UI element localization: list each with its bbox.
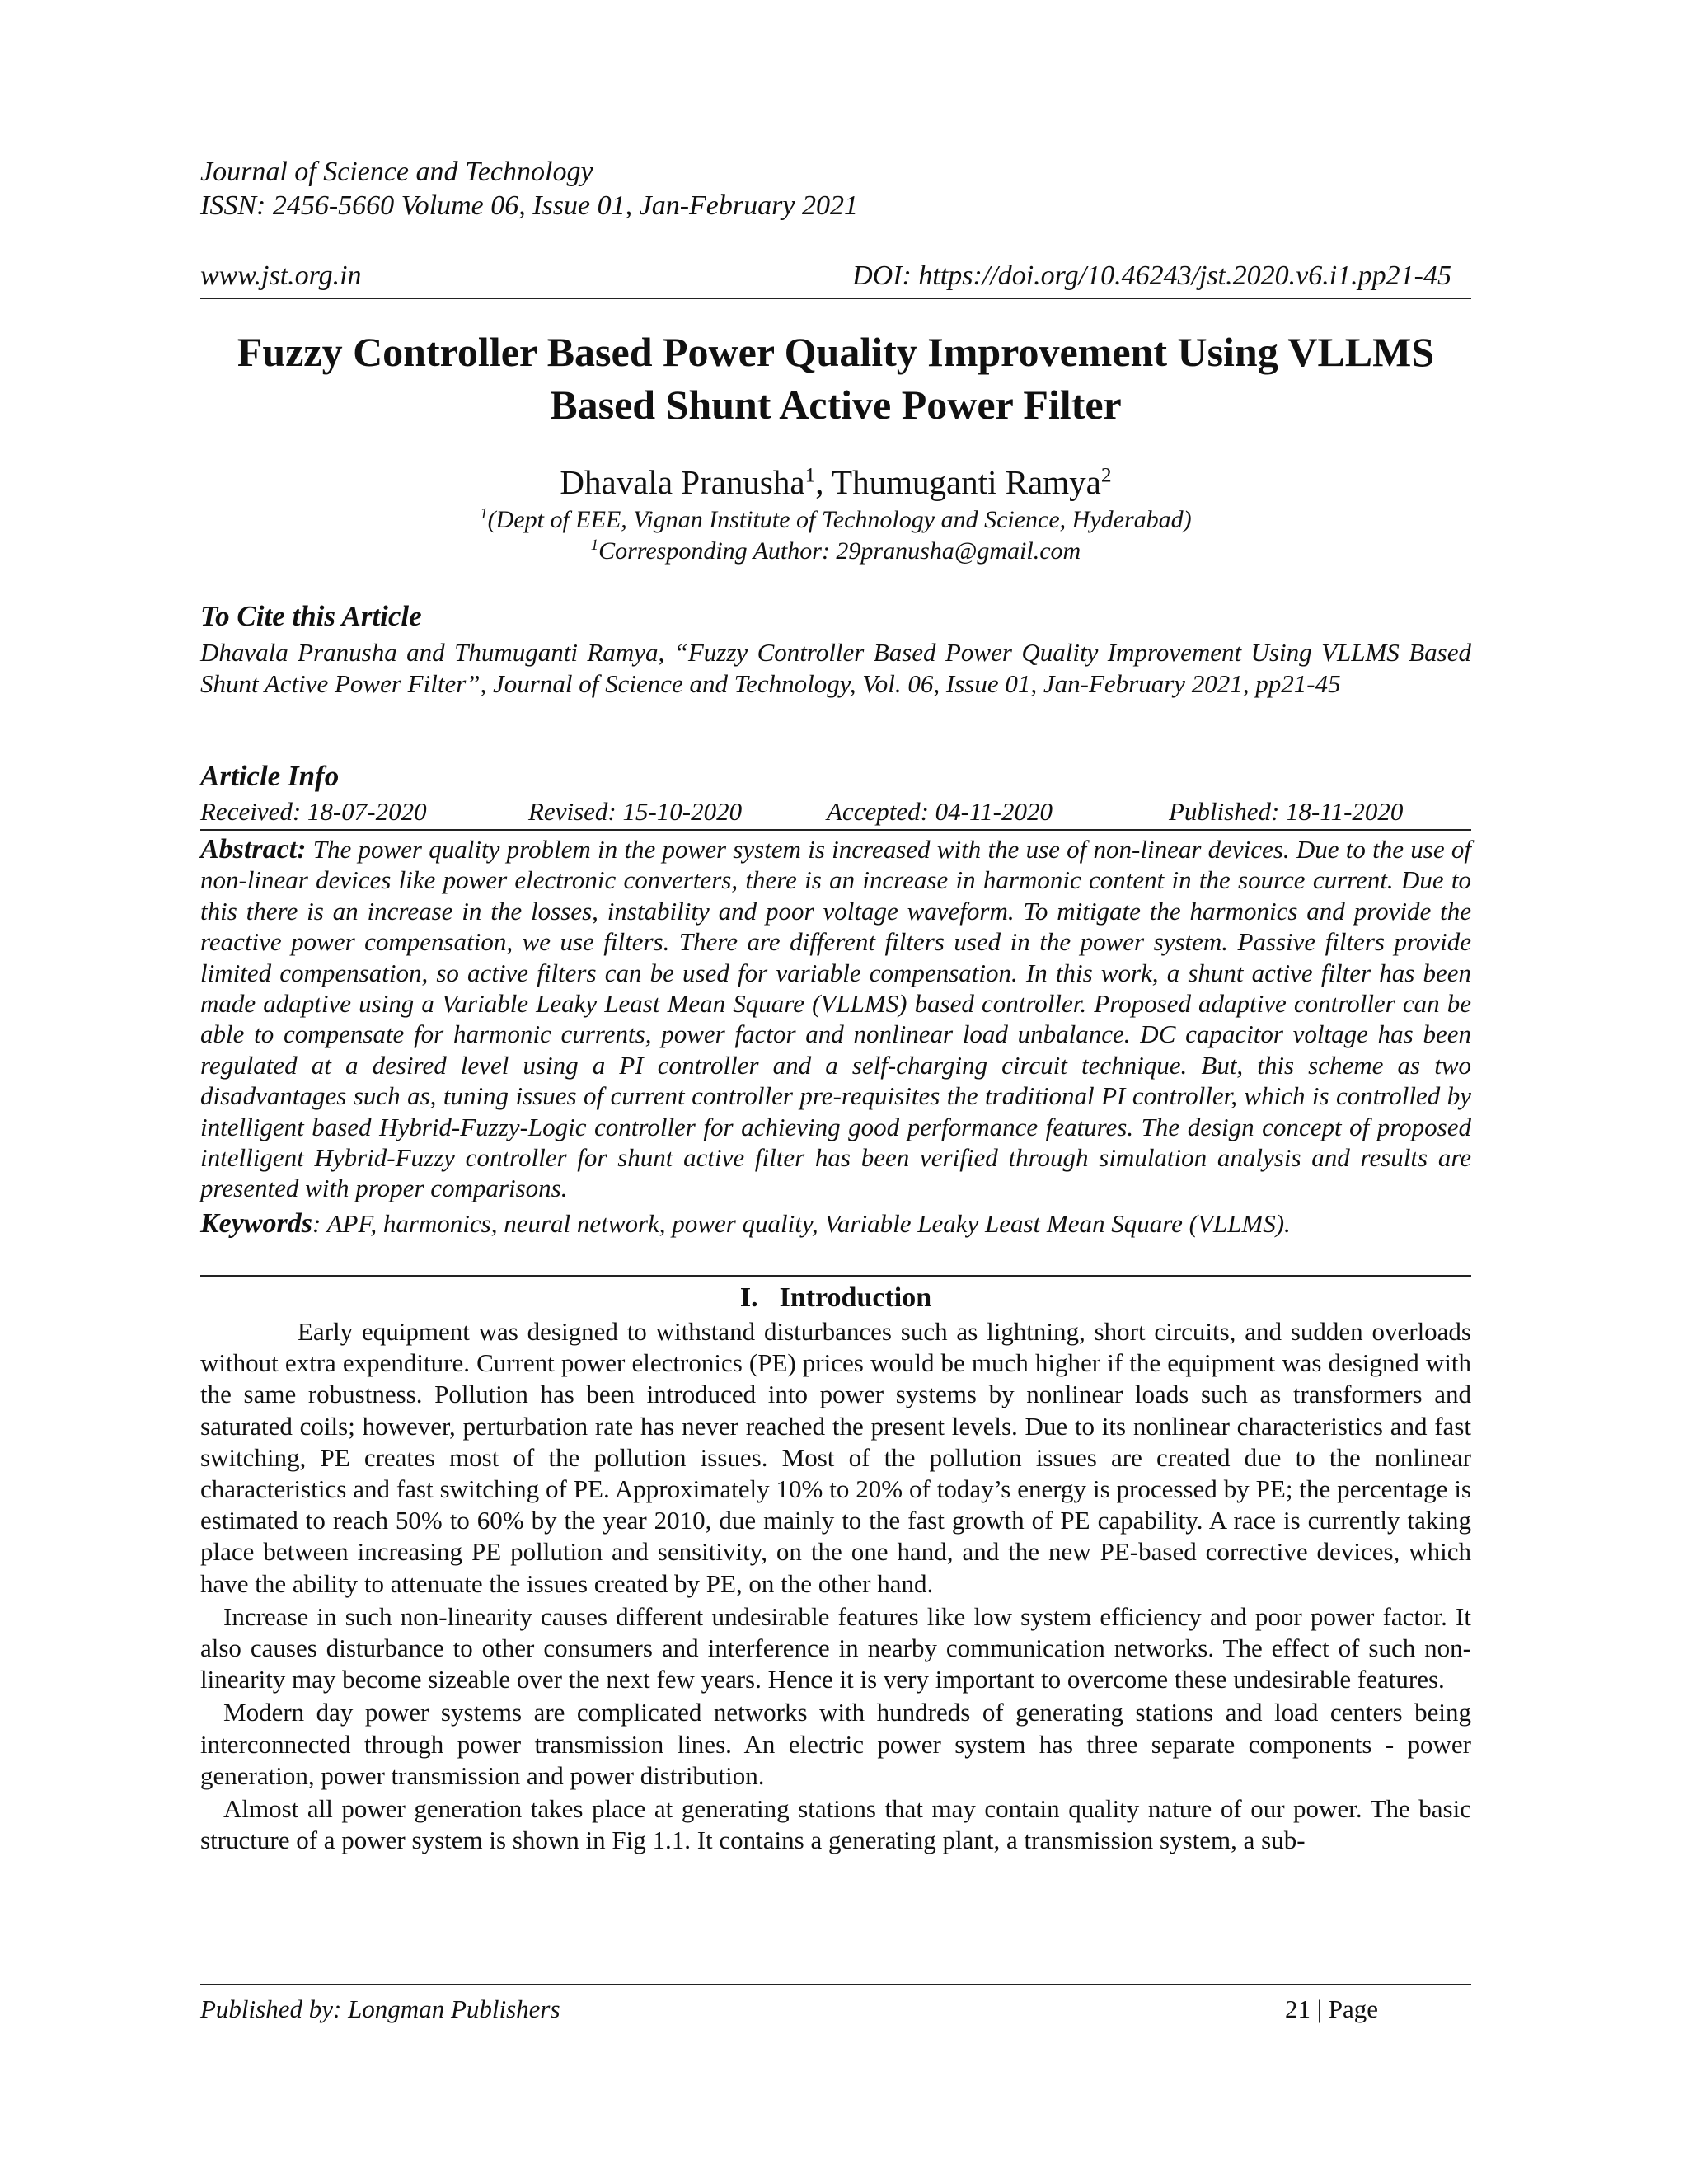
paragraph: Increase in such non-linearity causes different undesirable features like low system efficiency and poor power factor. It also causes disturbance to other consumers and interference in nearby communication networks. The effect of such non-linearity may become sizeable over the next few years. Hence it is very important to overcome these undesirable features. — [200, 1601, 1471, 1694]
title-line-2: Based Shunt Active Power Filter — [550, 382, 1122, 428]
revised-date: Revised: 15-10-2020 — [528, 797, 743, 826]
published-date: Published: 18-11-2020 — [1169, 797, 1404, 826]
paragraph: Almost all power generation takes place at generating stations that may contain quality nature of our power. The basic structure of a power system is shown in Fig 1.1. It contains a generating plant, a transmission system, a sub- — [200, 1794, 1471, 1855]
section-number: I. — [739, 1282, 758, 1313]
paragraph: Early equipment was designed to withstand disturbances such as lightning, short circuits, and sudden overloads without extra expenditure. Current power electronics (PE) prices would be much higher if the equipment was designed with the same robustness. Pollution has been introduced into power systems by nonlinear loads such as transformers and saturated coils; however, perturbation rate has never reached the present levels. Due to its nonlinear characteristics and fast switching, PE creates most of the pollution issues. Most of the pollution issues are created due to the nonlinear characteristics and fast switching of PE. Approximately 10% to 20% of today’s energy is processed by PE; the percentage is estimated to reach 50% to 60% by the year 2010, due mainly to the fast growth of PE capability. A race is currently taking place between increasing PE pollution and sensitivity, on the one hand, and the new PE-based corrective devices, which have the ability to attenuate the issues created by PE, on the other hand. — [200, 1317, 1471, 1598]
abstract — [200, 834, 1471, 1204]
abstract-label: Abstract: — [200, 834, 307, 865]
received-date: Received: 18-07-2020 — [200, 797, 427, 826]
affiliation-block — [200, 504, 1471, 567]
article-info-heading: Article Info — [200, 760, 340, 792]
abstract-text: The power quality problem in the power system is increased with the use of non-linear devices. Due to the use of non-linear devices like power electronic converters, there is an increase in harmonic content in the source current. Due to this there is an increase in the losses, instability and poor voltage waveform. To mitigate the harmonics and provide the reactive power compensation, we use filters. There are different filters used in the power system. Passive filters provide limited compensation, so active filters can be used for variable compensation. In this work, a shunt active filter has been made adaptive using a Variable Leaky Least Mean Square (VLLMS) based controller. Proposed adaptive controller can be able to compensate for harmonic currents, power factor and nonlinear load unbalance. DC capacitor voltage has been regulated at a desired level using a PI controller and a self-charging circuit technique. But, this scheme as two disadvantages such as, tuning issues of current controller pre-requisites the traditional PI controller, which is controlled by intelligent based Hybrid-Fuzzy-Logic controller for achieving good performance features. The design concept of proposed intelligent Hybrid-Fuzzy controller for shunt active filter has been verified through simulation analysis and results are presented with proper comparisons. — [200, 835, 1472, 1203]
cite-text: Dhavala Pranusha and Thumuganti Ramya, “Fuzzy Controller Based Power Quality Improvement Using VLLMS Based Shunt Active Power Filter”, Journal of Science and Technology, Vol. 06, Issue 01, Jan-February 2021, pp21-45 — [200, 638, 1471, 698]
paragraph: Modern day power systems are complicated networks with hundreds of generating stations and load centers being interconnected through power transmission lines. An electric power system has three separate components - power generation, power transmission and power distribution. — [200, 1698, 1471, 1790]
keywords-text: : APF, harmonics, neural network, power quality, Variable Leaky Least Mean Square (VLLMS). — [312, 1209, 1291, 1238]
journal-name: Journal of Science and Technology — [200, 157, 593, 187]
section-title: Introduction — [779, 1282, 932, 1313]
cite-heading: To Cite this Article — [200, 600, 422, 632]
affiliation — [200, 504, 1471, 536]
issn-line: ISSN: 2456-5660 Volume 06, Issue 01, Jan-February 2021 — [200, 190, 858, 221]
author-2-affil-mark: 2 — [1100, 463, 1112, 487]
paper-title — [200, 326, 1471, 431]
keywords-label: Keywords — [200, 1208, 312, 1239]
accepted-date: Accepted: 04-11-2020 — [827, 797, 1053, 826]
author-separator: , — [815, 463, 832, 501]
author-1: Dhavala Pranusha — [560, 463, 805, 501]
page-number: 21 | Page — [1285, 1994, 1378, 2023]
body-text — [200, 1316, 1471, 1856]
website-link[interactable]: www.jst.org.in — [200, 260, 362, 291]
title-line-1: Fuzzy Controller Based Power Quality Improvement Using VLLMS — [237, 329, 1435, 375]
section-heading — [200, 1282, 1471, 1314]
journal-header — [200, 155, 858, 223]
url-doi-row — [200, 260, 1471, 299]
section-divider — [200, 1275, 1471, 1277]
author-list — [200, 462, 1471, 503]
corresponding-text: Corresponding Author: 29pranusha@gmail.com — [598, 537, 1081, 565]
doi-link[interactable]: DOI: https://doi.org/10.46243/jst.2020.v6.i1.pp21-45 — [852, 260, 1451, 291]
affiliation-text: (Dept of EEE, Vignan Institute of Technology and Science, Hyderabad) — [487, 506, 1192, 533]
page-footer — [200, 1984, 1471, 2025]
article-dates — [200, 796, 1471, 831]
affiliation-mark: 1 — [480, 505, 488, 523]
author-2: Thumuganti Ramya — [832, 463, 1101, 501]
publisher: Published by: Longman Publishers — [200, 1994, 560, 2023]
corresponding-mark: 1 — [590, 537, 599, 554]
keywords — [200, 1208, 1471, 1240]
corresponding-author — [200, 536, 1471, 567]
author-1-affil-mark: 1 — [804, 463, 816, 487]
